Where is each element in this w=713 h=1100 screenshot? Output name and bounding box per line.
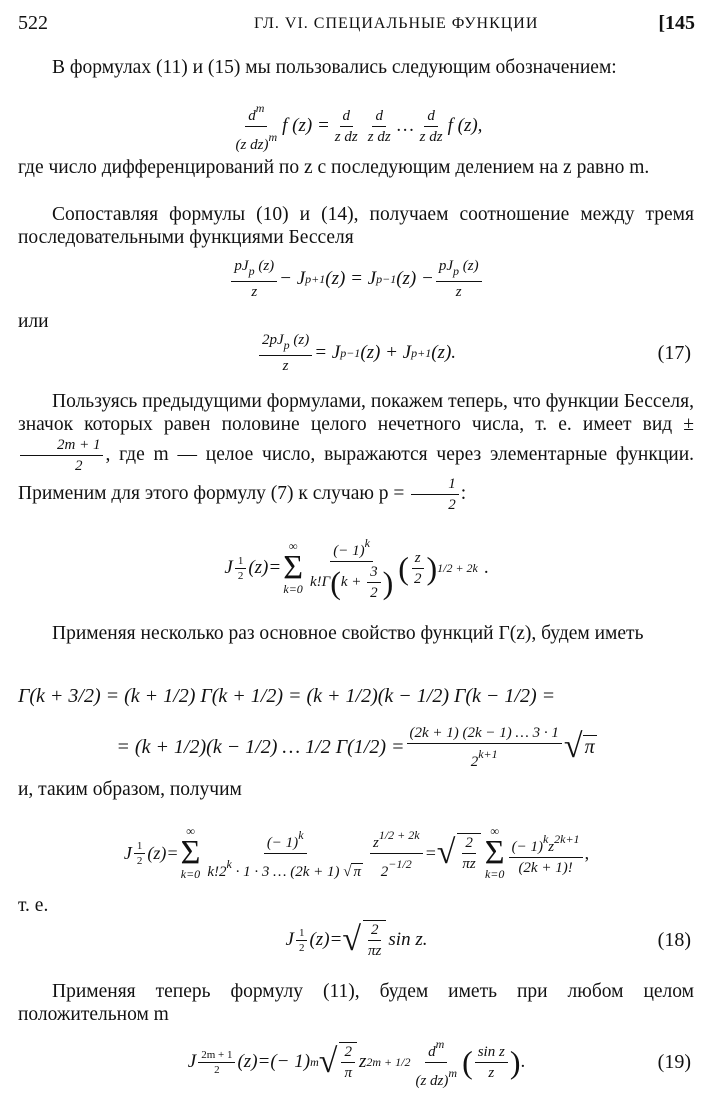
- frac-d-zdz-2: $\frac{d}{\text{z dz}}$: [367, 107, 391, 145]
- page-number: 522: [18, 12, 48, 34]
- formula-18: J $\frac{1}{2}$ (z) = √ $\frac{2}{\pi z}$ sin z. (18): [285, 921, 691, 959]
- section-number: [145: [658, 12, 695, 34]
- formula-17: $\frac{2pJ_p (z)}{z}$ = J p−1 (z) + J p+1 (z). (17): [0, 330, 713, 376]
- paragraph-gamma-property: Применяя несколько раз основное свойство функций Γ(z), будем иметь: [52, 623, 644, 644]
- formula-j-half-series: J $\frac{1}{2}$ (z) = ∞ Σ k=0 (− 1)$^k$ k!Γ(k + $\frac{3}{2}$ ) ( $\frac{z}{2}$ ) 1/2 + 2k .: [224, 536, 489, 601]
- formula-19: J $\frac{2m + 1}{2}$ (z) = (− 1) m √ $\frac{2}{\pi}$ z 2m + 1/2 $\frac{d^m}{(z dz)^m}$ ( $\frac{\text{sin z}}{z}$ ) . (19): [187, 1036, 691, 1089]
- equation-number-18: (18): [657, 928, 691, 951]
- frac-d-zdz-1: $\frac{d}{\text{z dz}}$: [334, 107, 358, 145]
- paragraph-bessel-relation: Сопоставляя формулы (10) и (14), получаем соотношение между тремя последовательными функциями Бесселя: [18, 204, 694, 248]
- frac-pJp-z-right: $\frac{pJ_p (z)}{z}$: [436, 257, 482, 301]
- page-header: [18, 12, 695, 40]
- formula-gamma-line-2: = (k + 1/2)(k − 1/2) … 1/2 Γ(1/2) = $\frac{(2k + 1) (2k - 1) \dots 3 \cdot 1}{2^{k+1}}$ √ π: [116, 724, 595, 770]
- frac-dm: $\frac{d^m}{(z dz)^m}$: [235, 100, 278, 153]
- frac-d-zdz-3: $\frac{d}{\text{z dz}}$: [419, 107, 443, 145]
- fz-term: f (z) =: [282, 115, 330, 136]
- paragraph-thus-we-get: и, таким образом, получим: [18, 779, 242, 800]
- formula-j-half-expanded: J $\frac{1}{2}$ (z) = ∞ Σ k=0 $\frac{(- 1)^k}{k!2^k \cdot 1 \cdot 3 \dots (2k + 1) √ \pi}$ $\frac{z^{1/2 + 2k}}{2^{-1/2}}$ = √ $\frac{2}{\pi z}$ ∞ Σ k=0 $\frac{(- 1)^kz^{2k+1}}{(2k + 1)!}$ ,: [123, 824, 590, 881]
- paragraph-ie: т. е.: [18, 895, 49, 916]
- paragraph-apply-formula-11: Применяя теперь формулу (11), будем иметь при любом целом положительном m: [18, 981, 694, 1025]
- equation-number-19: (19): [657, 1050, 691, 1073]
- dots: …: [395, 115, 415, 136]
- word-or: или: [18, 311, 49, 332]
- paragraph-differentiation-count: где число дифференцирований по z с последующим делением на z равно m.: [18, 157, 650, 178]
- formula-recurrence-1: $\frac{pJ_p (z)}{z}$ − J p+1 (z) = J p−1 (z) − $\frac{pJ_p (z)}{z}$: [0, 256, 713, 302]
- formula-gamma-line-1: Γ(k + 3/2) = (k + 1/2) Γ(k + 1/2) = (k + 1/2)(k − 1/2) Γ(k − 1/2) =: [18, 684, 556, 707]
- fz-end: f (z),: [447, 115, 483, 136]
- paragraph-notation: В формулах (11) и (15) мы пользовались следующим обозначением:: [52, 57, 617, 78]
- sum-symbol: ∞ Σ k=0: [283, 539, 303, 596]
- formula-derivative-notation: [0, 100, 713, 153]
- paragraph-half-integer-order: Пользуясь предыдущими формулами, покажем теперь, что функции Бесселя, значок которых равен половине целого нечетного числа, т. е. имеет вид ± $\frac{2m + 1}{2}$ , где m — целое число, выражаются через элементарные функции. Применим для этого формулу (7) к случаю p = $\frac{1}{2}$ :: [18, 391, 694, 513]
- equation-number-17: (17): [657, 341, 691, 364]
- frac-pJp-z-left: $\frac{pJ_p (z)}{z}$: [231, 257, 277, 301]
- running-title: ГЛ. VI. СПЕЦИАЛЬНЫЕ ФУНКЦИИ: [254, 15, 539, 32]
